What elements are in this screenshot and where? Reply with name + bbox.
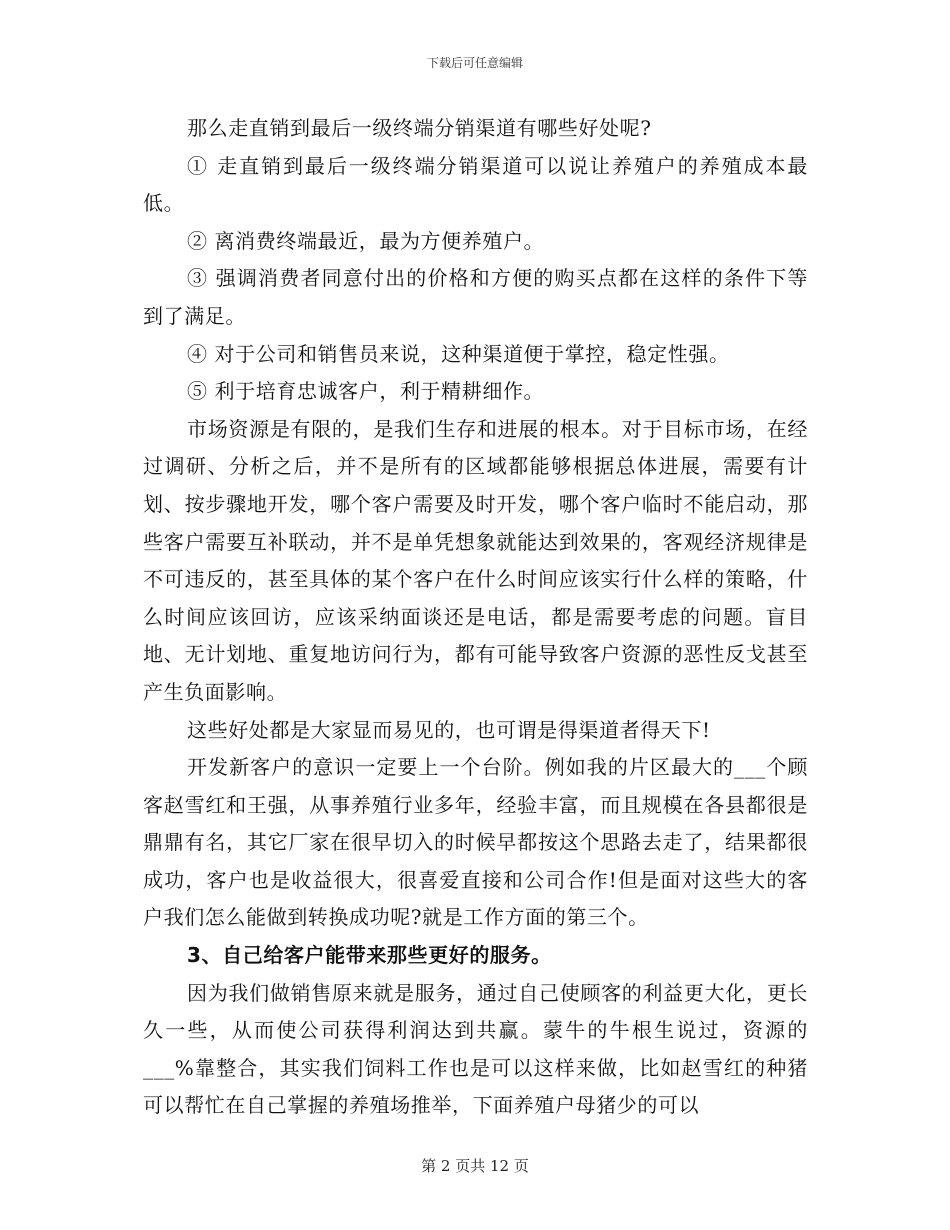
page-number-footer: 第 2 页共 12 页 (421, 1157, 529, 1175)
list-item-3: ③ 强调消费者同意付出的价格和方便的购买点都在这样的条件下等到了满足。 (143, 266, 808, 328)
paragraph-benefits: 这些好处都是大家显而易见的，也可谓是得渠道者得天下! (187, 717, 711, 742)
document-body (143, 110, 808, 1125)
paragraph-question: 那么走直销到最后一级终端分销渠道有哪些好处呢? (187, 116, 652, 140)
list-item-2: ② 离消费终端最近，最为方便养殖户。 (187, 228, 545, 253)
paragraph-market-resources: 市场资源是有限的，是我们生存和进展的根本。对于目标市场，在经过调研、分析之后，并不是所有的区域都能够根据总体进展，需要有计划、按步骤地开发，哪个客户需要及时开发，哪个客户临时不能启动，那些客户需要互补联动，并不是单凭想象就能达到效果的，客观经济规律是不可违反的，甚至具体的某个客户在什么时间应该实行什么样的策略，什么时间应该回访，应该采纳面谈还是电话，都是需要考虑的问题。盲目地、无计划地、重复地访问行为，都有可能导致客户资源的恶性反戈甚至产生负面影响。 (143, 416, 808, 704)
list-item-5: ⑤ 利于培育忠诚客户，利于精耕细作。 (187, 379, 545, 404)
page-header: 下载后可任意编辑 (426, 56, 523, 70)
section-heading-3: 3、自己给客户能带来那些更好的服务。 (187, 943, 552, 968)
paragraph-new-customers: 开发新客户的意识一定要上一个台阶。例如我的片区最大的___个顾客赵雪红和王强，从事养殖行业多年，经验丰富，而且规模在各县都很是鼎鼎有名，其它厂家在很早切入的时候早都按这个思路去走了，结果都很成功，客户也是收益很大，很喜爱直接和公司合作!但是面对这些大的客户我们怎么能做到转换成功呢?就是工作方面的第三个。 (143, 755, 808, 930)
paragraph-service: 因为我们做销售原来就是服务，通过自己使顾客的利益更大化，更长久一些，从而使公司获得利润达到共赢。蒙牛的牛根生说过，资源的___%靠整合，其实我们饲料工作也是可以这样来做，比如赵雪红的种猪可以帮忙在自己掌握的养殖场推举，下面养殖户母猪少的可以 (143, 980, 808, 1118)
list-item-4: ④ 对于公司和销售员来说，这种渠道便于掌控，稳定性强。 (187, 341, 730, 366)
list-item-1: ① 走直销到最后一级终端分销渠道可以说让养殖户的养殖成本最低。 (143, 153, 808, 216)
